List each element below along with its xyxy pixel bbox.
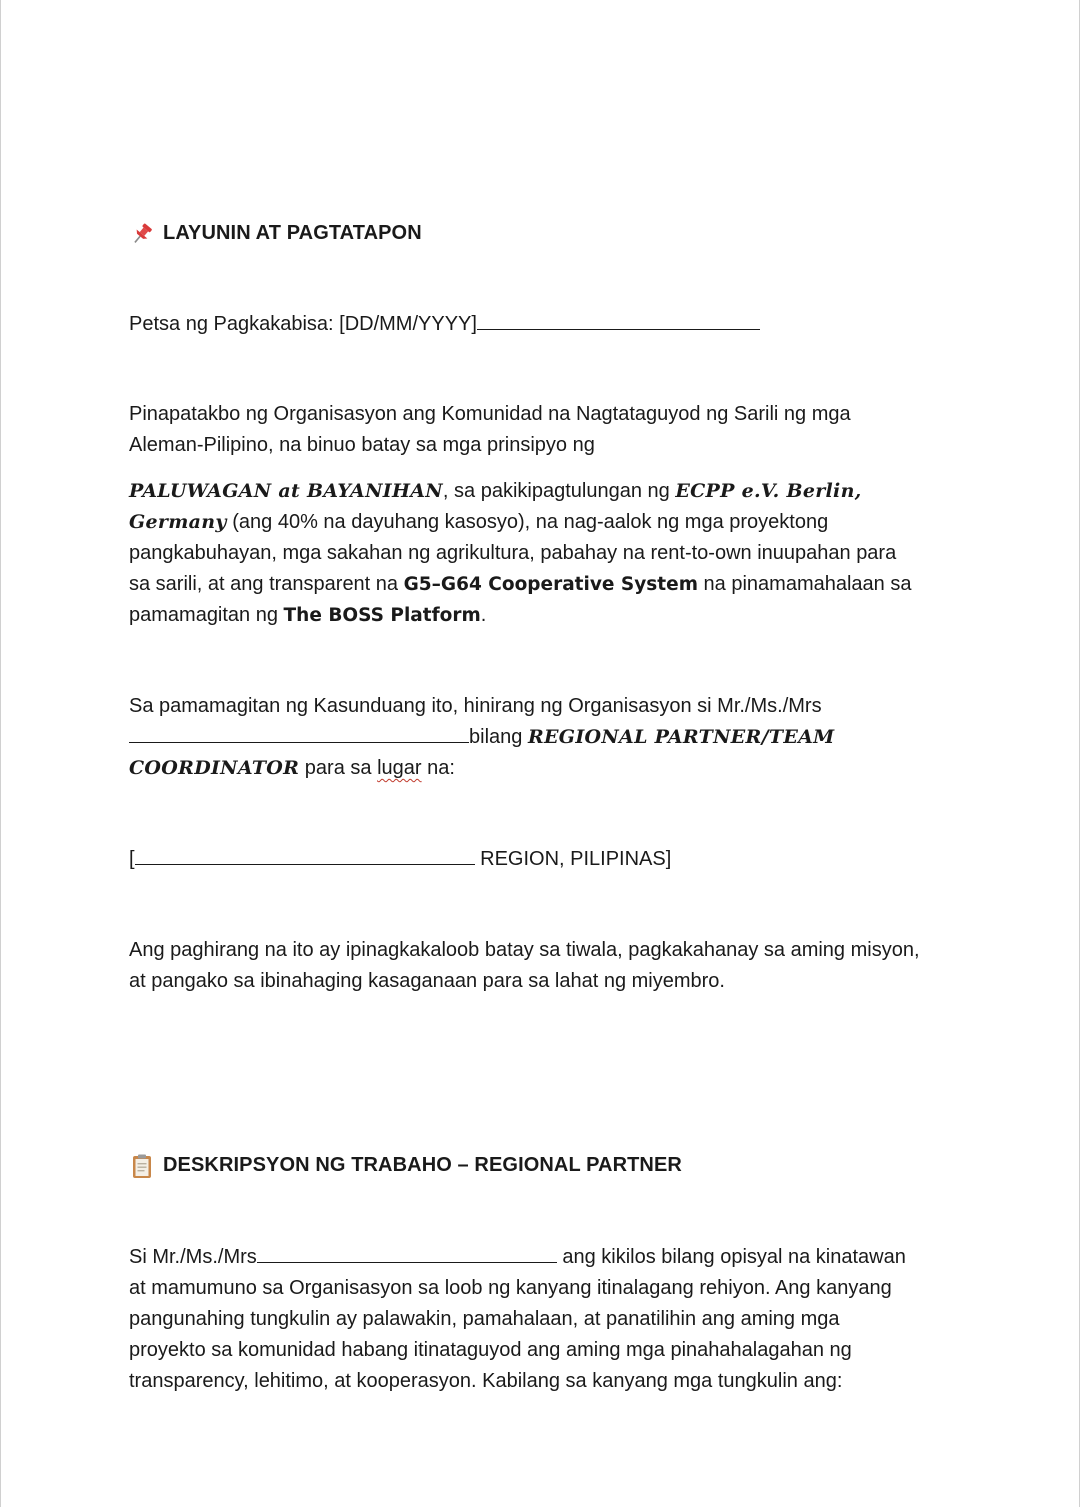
appointment-line-1: Sa pamamagitan ng Kasunduang ito, hinirang ng Organisasyon si Mr./Ms./Mrs [129, 695, 822, 717]
role-title-line-2: COORDINATOR [129, 757, 300, 779]
intro-line-1: Pinapatakbo ng Organisasyon ang Komunidad na Nagtataguyod ng Sarili ng mga [129, 403, 851, 425]
partnership-line-2 [129, 507, 959, 538]
boss-platform: The BOSS Platform [283, 605, 481, 626]
effective-date-label: Petsa ng Pagkakabisa: [DD/MM/YYYY] [129, 313, 477, 335]
role-title-line-1: REGIONAL PARTNER/TEAM [527, 726, 835, 748]
section-heading-deskripsyon [129, 1150, 959, 1181]
germany-label: Germany [129, 511, 227, 533]
partnership-text-2: (ang 40% na dayuhang kasosyo), na nag-aalok ng mga proyektong [226, 511, 829, 533]
spellcheck-word-lugar: lugar [377, 757, 422, 779]
region-open-bracket: [ [129, 848, 135, 870]
job-description-paragraph [129, 1242, 959, 1397]
paluwagan-bayanihan: PALUWAGAN at BAYANIHAN [129, 480, 443, 502]
partnership-text-4b: na pinamamahalaan sa [697, 573, 912, 595]
trust-line-1: Ang paghirang na ito ay ipinagkakaloob batay sa tiwala, pagkakahanay sa aming misyon, [129, 939, 920, 961]
job-line-3: pangunahing tungkulin ay palawakin, pamahalaan, at panatilihin ang aming mga [129, 1308, 840, 1330]
effective-date-line [129, 309, 959, 340]
page-border-left [0, 0, 1, 1507]
job-line-2: at mamumuno sa Organisasyon sa loob ng kanyang itinalagang rehiyon. Ang kanyang [129, 1277, 892, 1299]
partnership-paragraph [129, 476, 959, 631]
appointment-paragraph [129, 691, 959, 784]
partnership-text-4a: sa sarili, at ang transparent na [129, 573, 404, 595]
partnership-text-1: , sa pakikipagtulungan ng [442, 480, 676, 502]
section-heading-layunin [129, 218, 959, 249]
section-heading-text: LAYUNIN AT PAGTATAPON [163, 222, 422, 244]
appointment-line-3 [129, 753, 959, 784]
effective-date-blank[interactable] [477, 309, 760, 330]
trust-paragraph [129, 935, 959, 997]
partnership-text-5b: . [480, 604, 487, 626]
job-text-1a: Si Mr./Ms./Mrs [129, 1246, 257, 1268]
clipboard-icon [129, 1153, 155, 1179]
job-line-1 [129, 1242, 959, 1273]
partnership-line-1 [129, 476, 959, 507]
appointee-name-blank[interactable] [129, 722, 469, 743]
region-blank[interactable] [135, 844, 475, 865]
pushpin-icon [129, 221, 155, 247]
region-label: REGION, PILIPINAS] [474, 848, 672, 870]
job-line-4: proyekto sa komunidad habang itinataguyod ang aming mga pinahahalagahan ng [129, 1339, 852, 1361]
region-line [129, 844, 959, 875]
bilang-text: bilang [469, 726, 528, 748]
job-text-1b: ang kikilos bilang opisyal na kinatawan [556, 1246, 906, 1268]
job-name-blank[interactable] [257, 1242, 557, 1263]
intro-line-2: Aleman-Pilipino, na binuo batay sa mga prinsipyo ng [129, 434, 595, 456]
partnership-line-5 [129, 600, 959, 631]
partnership-line-3: pangkabuhayan, mga sakahan ng agrikultura, pabahay na rent-to-own inuupahan para [129, 542, 897, 564]
section-heading-text: DESKRIPSYON NG TRABAHO – REGIONAL PARTNER [163, 1154, 682, 1176]
partnership-text-5a: pamamagitan ng [129, 604, 284, 626]
appointment-text-3b: na: [421, 757, 455, 779]
job-line-5: transparency, lehitimo, at kooperasyon. Kabilang sa kanyang mga tungkulin ang: [129, 1370, 843, 1392]
appointment-text-3a: para sa [299, 757, 378, 779]
g5-g64-system: G5–G64 Cooperative System [403, 574, 698, 595]
ecpp-org-name: ECPP e.V. Berlin, [675, 480, 862, 502]
trust-line-2: at pangako sa ibinahaging kasaganaan para sa lahat ng miyembro. [129, 970, 725, 992]
intro-paragraph [129, 399, 959, 461]
partnership-line-4 [129, 569, 959, 600]
appointment-line-2 [129, 722, 959, 753]
